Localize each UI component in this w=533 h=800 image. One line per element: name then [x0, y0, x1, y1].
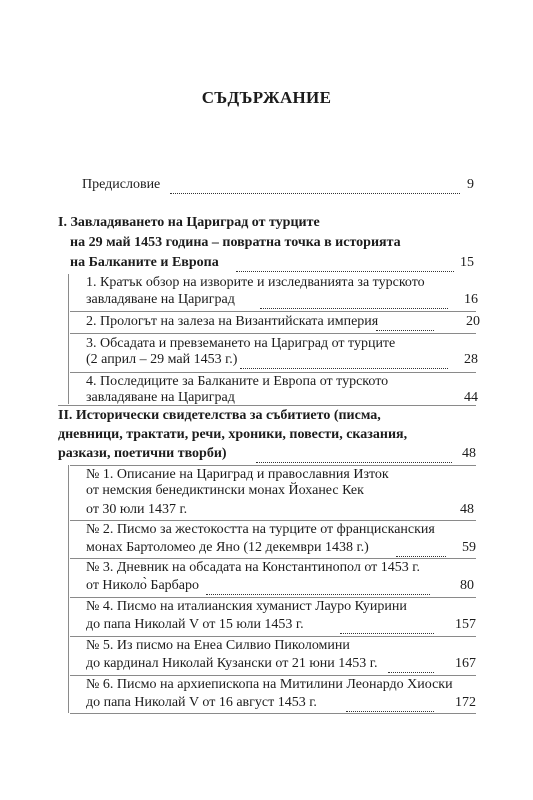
- part2-item-1-line-1: № 1. Описание на Цариград и православния Изток: [86, 467, 389, 482]
- part1-heading-page: 15: [460, 255, 474, 270]
- part2-item-3-line-1: № 3. Дневник на обсадата на Константинопол от 1453 г.: [86, 560, 420, 575]
- part1-heading-line-3: на Балканите и Европа: [70, 255, 219, 270]
- part1-heading-line-1: I. Завладяването на Цариград от турците: [58, 215, 320, 230]
- part2-heading-line-3: разкази, поетични творби): [58, 446, 227, 461]
- section-bracket-line: [68, 274, 69, 404]
- part2-item-2-line-1: № 2. Писмо за жестокостта на турците от францисканския: [86, 522, 435, 537]
- part1-item-4-page: 44: [464, 390, 478, 405]
- entry-divider: [70, 333, 476, 334]
- dot-leader: [388, 658, 434, 673]
- part2-item-3-page: 80: [460, 578, 474, 593]
- dot-leader: [346, 697, 434, 712]
- part2-item-6-page: 172: [455, 695, 476, 710]
- entry-divider: [58, 405, 476, 406]
- part2-item-1-line-3: от 30 юли 1437 г.: [86, 502, 188, 517]
- entry-divider: [70, 372, 476, 373]
- part2-item-2-line-2: монах Бартоломео де Яно (12 декември 1438 г.): [86, 540, 369, 555]
- part1-item-1-line-2: завладяване на Цариград: [86, 292, 235, 307]
- toc-entry-preface-label: Предисловие: [82, 177, 161, 192]
- dot-leader: [340, 619, 434, 634]
- part1-item-3-line-1: 3. Обсадата и превземането на Цариград от турците: [86, 336, 396, 351]
- part2-item-3-line-2: от Николо̀ Барбаро: [86, 578, 200, 593]
- part1-item-4-line-1: 4. Последиците за Балканите и Европа от турското: [86, 374, 389, 389]
- part1-item-1-page: 16: [464, 292, 478, 307]
- dot-leader: [240, 354, 448, 369]
- part1-item-2-page: 20: [466, 314, 480, 329]
- dot-leader: [260, 294, 448, 309]
- part2-item-5-line-1: № 5. Из писмо на Енеа Силвио Пиколомини: [86, 638, 350, 653]
- dot-leader: [236, 257, 454, 272]
- entry-divider: [70, 465, 476, 466]
- part1-item-3-line-2: (2 април – 29 май 1453 г.): [86, 352, 238, 367]
- entry-divider: [70, 675, 476, 676]
- part2-item-6-line-1: № 6. Писмо на архиепископа на Митилини Леонардо Хиоски: [86, 677, 453, 692]
- part1-item-1-line-1: 1. Кратък обзор на изворите и изследванията за турското: [86, 275, 425, 290]
- part2-item-4-page: 157: [455, 617, 476, 632]
- part1-item-3-page: 28: [464, 352, 478, 367]
- entry-divider: [70, 597, 476, 598]
- part1-item-4-line-2: завладяване на Цариград: [86, 390, 235, 405]
- part2-item-2-page: 59: [462, 540, 476, 555]
- part2-item-5-page: 167: [455, 656, 476, 671]
- toc-entry-preface-page: 9: [467, 177, 474, 192]
- dot-leader: [256, 448, 452, 463]
- section-bracket-line: [68, 465, 69, 713]
- part2-item-4-line-1: № 4. Писмо на италианския хуманист Лауро Куирини: [86, 599, 407, 614]
- part2-heading-line-2: дневници, трактати, речи, хроники, повести, сказания,: [58, 427, 408, 442]
- entry-divider: [70, 713, 476, 714]
- part2-item-6-line-2: до папа Николай V от 16 август 1453 г.: [86, 695, 317, 710]
- entry-divider: [70, 558, 476, 559]
- part1-item-2-line-1: 2. Прологът на залеза на Византийската империя: [86, 314, 379, 329]
- entry-divider: [70, 636, 476, 637]
- part2-heading-line-1: II. Исторически свидетелства за събитието (писма,: [58, 408, 381, 423]
- part2-item-1-line-2: от немския бенедиктински монах Йоханес Кек: [86, 483, 364, 498]
- entry-divider: [70, 520, 476, 521]
- dot-leader: [170, 179, 460, 194]
- part2-heading-page: 48: [462, 446, 476, 461]
- dot-leader: [376, 316, 434, 331]
- part2-item-5-line-2: до кардинал Николай Кузански от 21 юни 1453 г.: [86, 656, 378, 671]
- part1-heading-line-2: на 29 май 1453 година – повратна точка в историята: [70, 235, 401, 250]
- part2-item-4-line-2: до папа Николай V от 15 юли 1453 г.: [86, 617, 304, 632]
- part2-item-1-page: 48: [460, 502, 474, 517]
- page-title: СЪДЪРЖАНИЕ: [201, 88, 332, 107]
- entry-divider: [70, 311, 476, 312]
- dot-leader: [206, 580, 430, 595]
